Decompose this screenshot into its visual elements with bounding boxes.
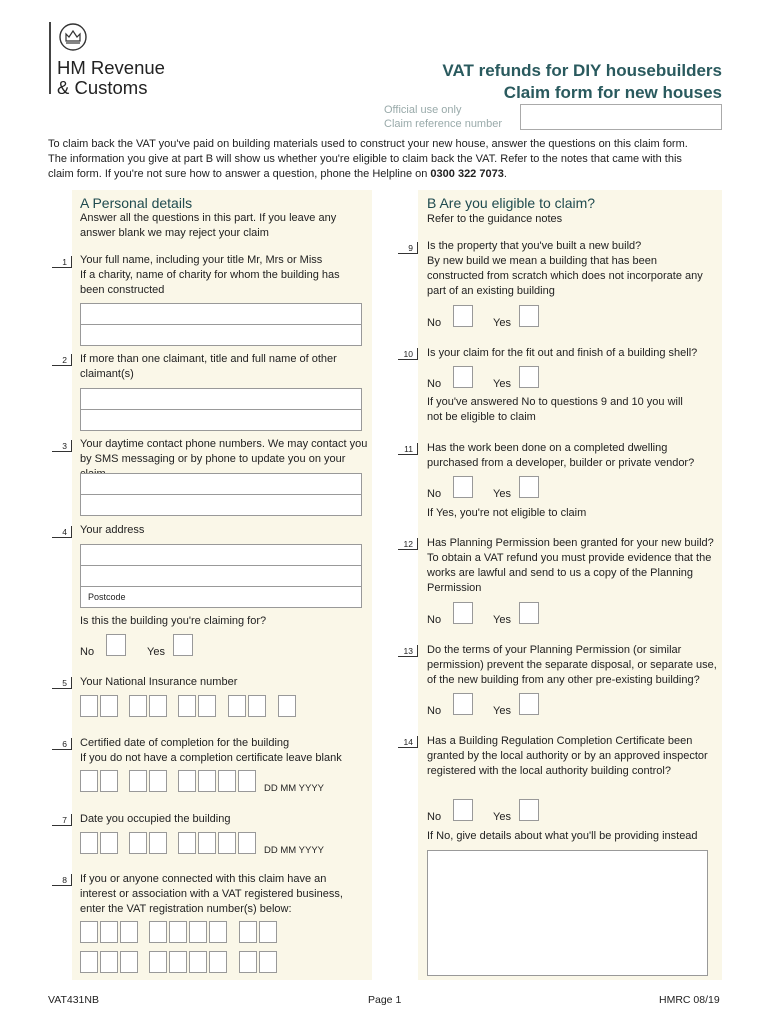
postcode-field[interactable] bbox=[80, 586, 362, 608]
q14-yes-checkbox[interactable] bbox=[519, 799, 539, 821]
date-digit-box[interactable] bbox=[198, 832, 216, 854]
date-digit-box[interactable] bbox=[149, 832, 167, 854]
vat-digit-box[interactable] bbox=[239, 921, 257, 943]
vat-digit-box[interactable] bbox=[100, 951, 118, 973]
date-digit-box[interactable] bbox=[129, 770, 147, 792]
yes-label: Yes bbox=[493, 488, 511, 500]
q14-no-checkbox[interactable] bbox=[453, 799, 473, 821]
form-version: HMRC 08/19 bbox=[659, 994, 720, 1006]
q1-line-2: If a charity, name of charity for whom the building has been constructed bbox=[80, 269, 340, 296]
yes-label: Yes bbox=[493, 378, 511, 390]
intro-paragraph bbox=[48, 137, 708, 182]
question-number: 11 bbox=[398, 443, 418, 455]
question-number: 5 bbox=[52, 677, 72, 689]
claim-ref-label: Claim reference number bbox=[384, 118, 502, 130]
question-number: 1 bbox=[52, 256, 72, 268]
question-number: 6 bbox=[52, 738, 72, 750]
vat-digit-box[interactable] bbox=[169, 951, 187, 973]
q14-note: If No, give details about what you'll be providing instead bbox=[427, 830, 698, 842]
vat-digit-box[interactable] bbox=[120, 951, 138, 973]
date-digit-box[interactable] bbox=[149, 770, 167, 792]
alternative-details-textarea[interactable] bbox=[427, 850, 708, 976]
part-a-title: A Personal details bbox=[80, 195, 193, 211]
date-digit-box[interactable] bbox=[178, 832, 196, 854]
q11-note: If Yes, you're not eligible to claim bbox=[427, 507, 587, 519]
building-no-checkbox[interactable] bbox=[106, 634, 126, 656]
vat-reg-boxes-row-1 bbox=[80, 921, 280, 945]
q8-text: If you or anyone connected with this claim have an interest or association with a VAT registered business, enter the VAT registration number(s) below: bbox=[80, 873, 343, 915]
part-a-subtitle: Answer all the questions in this part. If you leave any answer blank we may reject your claim bbox=[80, 212, 337, 239]
date-format-hint: DD MM YYYY bbox=[264, 845, 325, 856]
claim-reference-field[interactable] bbox=[520, 104, 722, 130]
org-line-1: HM Revenue bbox=[57, 57, 165, 78]
ni-number-boxes bbox=[80, 695, 300, 719]
ni-digit-box[interactable] bbox=[248, 695, 266, 717]
question-number: 8 bbox=[52, 874, 72, 886]
q13-text: Do the terms of your Planning Permission (or similar permission) prevent the separate disposal, or separate use, of the new building from any other pre-existing building? bbox=[427, 644, 717, 686]
question-number: 13 bbox=[398, 645, 418, 657]
q9-line-1: Is the property that you've built a new build? bbox=[427, 240, 642, 252]
no-label: No bbox=[427, 811, 442, 823]
phone-field-2[interactable] bbox=[80, 494, 362, 516]
question-number: 14 bbox=[398, 736, 418, 748]
yes-label: Yes bbox=[493, 811, 511, 823]
q14-text: Has a Building Regulation Completion Certificate been granted by the local authority or by an approved inspector registered with the local authority building control? bbox=[427, 735, 708, 777]
q9-text bbox=[427, 239, 712, 299]
completion-date-boxes bbox=[80, 770, 260, 794]
question-number: 2 bbox=[52, 354, 72, 366]
date-digit-box[interactable] bbox=[129, 832, 147, 854]
phone-field-1[interactable] bbox=[80, 473, 362, 495]
q12-text bbox=[427, 536, 719, 596]
address-field-1[interactable] bbox=[80, 544, 362, 566]
date-digit-box[interactable] bbox=[238, 832, 256, 854]
full-name-field-1[interactable] bbox=[80, 303, 362, 325]
no-label: No bbox=[427, 488, 442, 500]
q3-text: Your daytime contact phone numbers. We may contact you by SMS messaging or by phone to update you on your bbox=[80, 438, 368, 465]
part-b-subtitle: Refer to the guidance notes bbox=[427, 213, 563, 225]
question-number: 3 bbox=[52, 440, 72, 452]
vat-digit-box[interactable] bbox=[239, 951, 257, 973]
no-label: No bbox=[427, 378, 442, 390]
intro-text: To claim back the VAT you've paid on building materials used to construct your new house, answer the questions on this claim form. The information you give at part B will show us whether you're eligible to claim back the VAT. Refer to the notes that came with this claim form. If you're not sure how to answer a question, phone the Helpline on bbox=[48, 138, 688, 180]
yes-label: Yes bbox=[147, 646, 165, 658]
form-code: VAT431NB bbox=[48, 994, 99, 1006]
date-digit-box[interactable] bbox=[238, 770, 256, 792]
q7-text: Date you occupied the building bbox=[80, 813, 231, 825]
question-number: 10 bbox=[398, 348, 418, 360]
vat-digit-box[interactable] bbox=[149, 951, 167, 973]
q9-line-2: By new build we mean a building that has been constructed from scratch which does not incorporate any part of an existing building bbox=[427, 255, 703, 297]
date-digit-box[interactable] bbox=[198, 770, 216, 792]
part-b-title: B Are you eligible to claim? bbox=[427, 195, 596, 211]
ni-digit-box[interactable] bbox=[100, 695, 118, 717]
q12-line-1: Has Planning Permission been granted for your new build? bbox=[427, 537, 714, 549]
vat-digit-box[interactable] bbox=[80, 951, 98, 973]
date-digit-box[interactable] bbox=[80, 832, 98, 854]
vat-digit-box[interactable] bbox=[189, 951, 207, 973]
q6-text bbox=[80, 736, 370, 766]
q10-no-checkbox[interactable] bbox=[453, 366, 473, 388]
ni-digit-box[interactable] bbox=[178, 695, 196, 717]
q6-line-1: Certified date of completion for the building bbox=[80, 737, 290, 749]
vat-digit-box[interactable] bbox=[149, 921, 167, 943]
official-use-text: Official use only bbox=[384, 104, 462, 116]
no-label: No bbox=[427, 705, 442, 717]
logo-divider bbox=[49, 22, 51, 94]
page-number: Page 1 bbox=[368, 994, 402, 1006]
q12-no-checkbox[interactable] bbox=[453, 602, 473, 624]
form-title bbox=[442, 60, 722, 104]
title-line-2: Claim form for new houses bbox=[503, 83, 722, 102]
q10-note: If you've answered No to questions 9 and 10 you will not be eligible to claim bbox=[427, 396, 683, 423]
postcode-label: Postcode bbox=[88, 592, 126, 602]
q11-text: Has the work been done on a completed dwelling purchased from a developer, builder or private vendor? bbox=[427, 442, 695, 469]
ni-digit-box[interactable] bbox=[80, 695, 98, 717]
q13-yes-checkbox[interactable] bbox=[519, 693, 539, 715]
no-label: No bbox=[427, 317, 442, 329]
building-question: Is this the building you're claiming for? bbox=[80, 615, 267, 627]
question-number: 12 bbox=[398, 538, 418, 550]
official-use-label bbox=[384, 103, 502, 131]
q9-no-checkbox[interactable] bbox=[453, 305, 473, 327]
ni-digit-box[interactable] bbox=[149, 695, 167, 717]
address-field-2[interactable] bbox=[80, 565, 362, 587]
q4-text: Your address bbox=[80, 524, 145, 536]
yes-label: Yes bbox=[493, 317, 511, 329]
question-number: 7 bbox=[52, 814, 72, 826]
yes-label: Yes bbox=[493, 705, 511, 717]
org-name bbox=[57, 58, 165, 98]
question-number: 9 bbox=[398, 242, 418, 254]
org-line-2: & Customs bbox=[57, 77, 148, 98]
q12-line-2: To obtain a VAT refund you must provide evidence that the works are lawful and send to us a copy of the Planning Permission bbox=[427, 552, 712, 594]
ni-digit-box[interactable] bbox=[198, 695, 216, 717]
vat-digit-box[interactable] bbox=[209, 921, 227, 943]
vat-digit-box[interactable] bbox=[259, 921, 277, 943]
q10-yes-checkbox[interactable] bbox=[519, 366, 539, 388]
helpline-number: 0300 322 7073 bbox=[430, 168, 504, 180]
q2-text: If more than one claimant, title and full name of other claimant(s) bbox=[80, 353, 337, 380]
vat-reg-boxes-row-2 bbox=[80, 951, 280, 975]
intro-end: . bbox=[503, 168, 507, 180]
vat-digit-box[interactable] bbox=[189, 921, 207, 943]
date-digit-box[interactable] bbox=[218, 832, 236, 854]
yes-label: Yes bbox=[493, 614, 511, 626]
other-claimant-field-1[interactable] bbox=[80, 388, 362, 410]
q1-text bbox=[80, 253, 365, 298]
occupied-date-boxes bbox=[80, 832, 260, 856]
date-digit-box[interactable] bbox=[218, 770, 236, 792]
q13-no-checkbox[interactable] bbox=[453, 693, 473, 715]
vat-digit-box[interactable] bbox=[259, 951, 277, 973]
date-digit-box[interactable] bbox=[100, 832, 118, 854]
ni-digit-box[interactable] bbox=[228, 695, 246, 717]
q9-yes-checkbox[interactable] bbox=[519, 305, 539, 327]
ni-digit-box[interactable] bbox=[278, 695, 296, 717]
q10-text: Is your claim for the fit out and finish of a building shell? bbox=[427, 347, 698, 359]
other-claimant-field-2[interactable] bbox=[80, 409, 362, 431]
q11-no-checkbox[interactable] bbox=[453, 476, 473, 498]
q6-line-2: If you do not have a completion certificate leave blank bbox=[80, 752, 342, 764]
vat-digit-box[interactable] bbox=[169, 921, 187, 943]
no-label: No bbox=[80, 646, 95, 658]
q5-text: Your National Insurance number bbox=[80, 676, 238, 688]
question-number: 4 bbox=[52, 526, 72, 538]
q12-yes-checkbox[interactable] bbox=[519, 602, 539, 624]
full-name-field-2[interactable] bbox=[80, 324, 362, 346]
date-format-hint: DD MM YYYY bbox=[264, 783, 325, 794]
vat-digit-box[interactable] bbox=[209, 951, 227, 973]
date-digit-box[interactable] bbox=[178, 770, 196, 792]
vat-digit-box[interactable] bbox=[80, 921, 98, 943]
title-line-1: VAT refunds for DIY housebuilders bbox=[442, 61, 722, 80]
vat-digit-box[interactable] bbox=[100, 921, 118, 943]
vat-digit-box[interactable] bbox=[120, 921, 138, 943]
building-yes-checkbox[interactable] bbox=[173, 634, 193, 656]
royal-crest-icon bbox=[57, 22, 89, 52]
date-digit-box[interactable] bbox=[100, 770, 118, 792]
q11-yes-checkbox[interactable] bbox=[519, 476, 539, 498]
no-label: No bbox=[427, 614, 442, 626]
ni-digit-box[interactable] bbox=[129, 695, 147, 717]
date-digit-box[interactable] bbox=[80, 770, 98, 792]
q1-line-1: Your full name, including your title Mr, Mrs or Miss bbox=[80, 254, 323, 266]
